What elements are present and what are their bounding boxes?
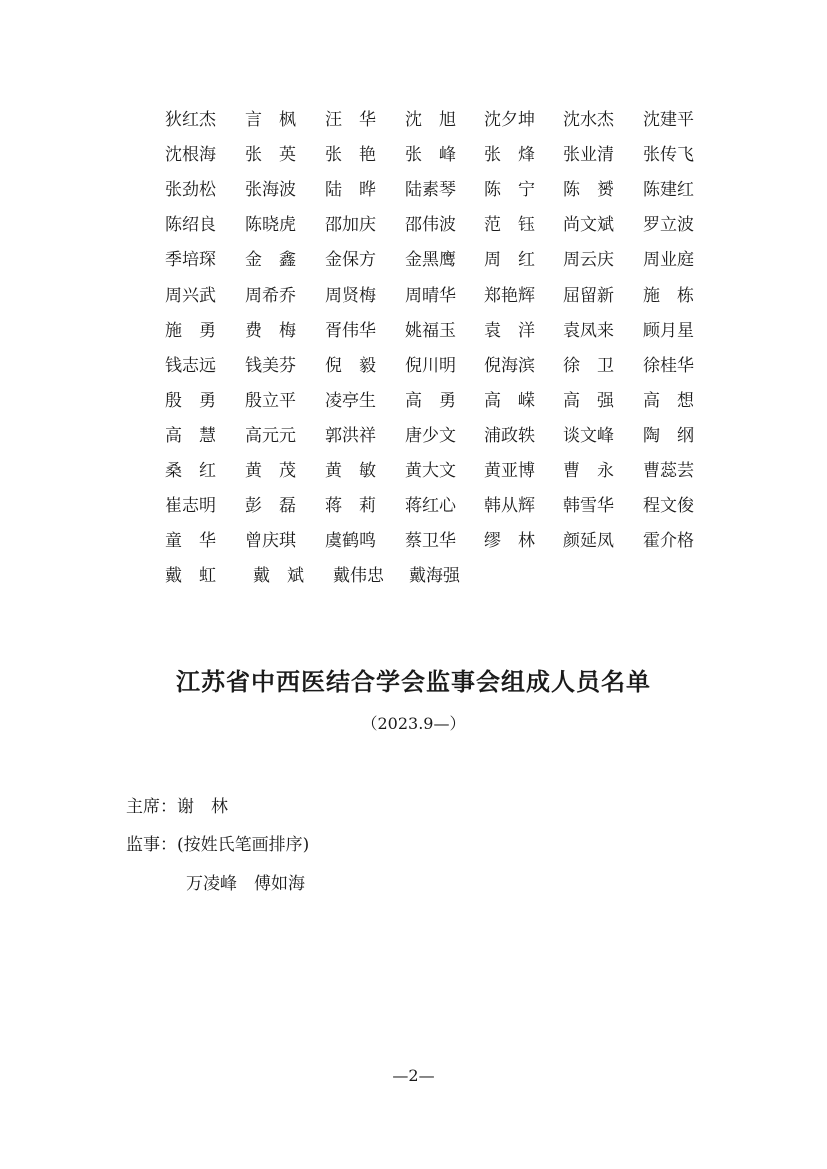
council-member-name: 费 梅 xyxy=(245,321,296,341)
council-member-name: 季培琛 xyxy=(165,250,216,270)
council-member-name: 周业庭 xyxy=(643,250,694,270)
council-member-name: 徐桂华 xyxy=(643,356,694,376)
council-member-name: 张劲松 xyxy=(165,180,216,200)
council-member-name: 黄亚博 xyxy=(484,461,535,481)
page-number: —2— xyxy=(392,1066,435,1085)
council-member-name: 陈 赟 xyxy=(563,180,614,200)
council-member-name: 韩雪华 xyxy=(563,496,614,516)
council-member-name: 范 钰 xyxy=(484,215,535,235)
council-member-name: 颜延凤 xyxy=(563,531,614,551)
council-member-name: 周 红 xyxy=(484,250,535,270)
council-member-name: 陈建红 xyxy=(643,180,694,200)
council-member-name: 陆 晔 xyxy=(325,180,376,200)
council-member-name: 陈 宁 xyxy=(484,180,535,200)
council-member-name: 施 栋 xyxy=(643,286,694,306)
council-member-name: 姚福玉 xyxy=(405,321,456,341)
council-member-name: 崔志明 xyxy=(165,496,216,516)
council-member-name: 言 枫 xyxy=(245,110,296,130)
council-member-name: 罗立波 xyxy=(643,215,694,235)
council-member-name: 高 勇 xyxy=(405,391,456,411)
council-member-name: 蔡卫华 xyxy=(405,531,456,551)
council-member-name: 彭 磊 xyxy=(245,496,296,516)
council-member-name: 金保方 xyxy=(325,250,376,270)
council-member-name: 张传飞 xyxy=(643,145,694,165)
council-member-name: 蒋 莉 xyxy=(325,496,376,516)
council-member-name: 倪 毅 xyxy=(325,356,376,376)
section-title: 江苏省中西医结合学会监事会组成人员名单 xyxy=(176,667,651,696)
council-member-name: 邵加庆 xyxy=(325,215,376,235)
council-member-name: 陈晓虎 xyxy=(245,215,296,235)
council-member-name: 高 强 xyxy=(563,391,614,411)
council-member-name: 张 英 xyxy=(245,145,296,165)
council-member-name: 狄红杰 xyxy=(165,110,216,130)
council-member-name: 殷 勇 xyxy=(165,391,216,411)
council-member-name: 童 华 xyxy=(165,531,216,551)
council-member-name: 周晴华 xyxy=(405,286,456,306)
council-member-name: 陈绍良 xyxy=(165,215,216,235)
council-member-name: 曾庆琪 xyxy=(245,531,296,551)
section-date-range: （2023.9—） xyxy=(361,714,466,733)
council-member-name: 缪 林 xyxy=(484,531,535,551)
council-member-name: 袁凤来 xyxy=(563,321,614,341)
council-member-name: 高元元 xyxy=(245,426,296,446)
council-member-name: 周云庆 xyxy=(563,250,614,270)
council-member-name: 沈水杰 xyxy=(563,110,614,130)
council-member-name: 张 艳 xyxy=(325,145,376,165)
council-member-name: 顾月星 xyxy=(643,321,694,341)
council-member-name: 张 烽 xyxy=(484,145,535,165)
council-member-name: 邵伟波 xyxy=(405,215,456,235)
council-member-name: 钱志远 xyxy=(165,356,216,376)
supervisors-heading: 监事：(按姓氏笔画排序) xyxy=(126,835,310,855)
council-member-name: 高 想 xyxy=(643,391,694,411)
council-member-name: 沈夕坤 xyxy=(484,110,535,130)
council-member-name: 郭洪祥 xyxy=(325,426,376,446)
council-member-name: 袁 洋 xyxy=(484,321,535,341)
council-member-name: 张海波 xyxy=(245,180,296,200)
council-member-name: 沈 旭 xyxy=(405,110,456,130)
council-member-name: 黄 茂 xyxy=(245,461,296,481)
council-member-name: 戴 斌 xyxy=(253,566,304,586)
council-member-name: 沈根海 xyxy=(165,145,216,165)
council-member-name: 虞鹤鸣 xyxy=(325,531,376,551)
council-member-name: 曹 永 xyxy=(563,461,614,481)
supervisors-names: 万凌峰 傅如海 xyxy=(186,874,305,894)
council-member-name: 高 嵘 xyxy=(484,391,535,411)
council-member-name: 陆素琴 xyxy=(405,180,456,200)
council-member-name: 戴海强 xyxy=(409,566,460,586)
council-member-name: 金 鑫 xyxy=(245,250,296,270)
council-member-name: 凌亭生 xyxy=(325,391,376,411)
council-member-name: 桑 红 xyxy=(165,461,216,481)
council-member-name: 金黑鹰 xyxy=(405,250,456,270)
council-member-name: 霍介格 xyxy=(643,531,694,551)
council-member-name: 高 慧 xyxy=(165,426,216,446)
council-member-name: 戴 虹 xyxy=(165,566,216,586)
council-member-name: 黄大文 xyxy=(405,461,456,481)
chair-line: 主席：谢 林 xyxy=(126,797,228,817)
council-member-name: 郑艳辉 xyxy=(484,286,535,306)
council-member-name: 黄 敏 xyxy=(325,461,376,481)
council-member-name: 沈建平 xyxy=(643,110,694,130)
council-member-name: 韩从辉 xyxy=(484,496,535,516)
council-member-name: 钱美芬 xyxy=(245,356,296,376)
council-member-name: 唐少文 xyxy=(405,426,456,446)
council-member-name: 陶 纲 xyxy=(643,426,694,446)
council-member-name: 浦政轶 xyxy=(484,426,535,446)
council-member-name: 程文俊 xyxy=(643,496,694,516)
council-member-name: 尚文斌 xyxy=(563,215,614,235)
council-member-name: 屈留新 xyxy=(563,286,614,306)
council-member-name: 汪 华 xyxy=(325,110,376,130)
council-member-name: 周贤梅 xyxy=(325,286,376,306)
council-member-name: 张 峰 xyxy=(405,145,456,165)
council-member-name: 戴伟忠 xyxy=(333,566,384,586)
council-member-name: 倪海滨 xyxy=(484,356,535,376)
council-member-name: 蒋红心 xyxy=(405,496,456,516)
council-member-name: 曹蕊芸 xyxy=(643,461,694,481)
council-member-name: 殷立平 xyxy=(245,391,296,411)
council-member-name: 施 勇 xyxy=(165,321,216,341)
council-member-name: 张业清 xyxy=(563,145,614,165)
council-member-name: 胥伟华 xyxy=(325,321,376,341)
council-member-name: 倪川明 xyxy=(405,356,456,376)
council-member-name: 周希乔 xyxy=(245,286,296,306)
council-member-name: 徐 卫 xyxy=(563,356,614,376)
council-member-name: 周兴武 xyxy=(165,286,216,306)
council-member-name: 谈文峰 xyxy=(563,426,614,446)
